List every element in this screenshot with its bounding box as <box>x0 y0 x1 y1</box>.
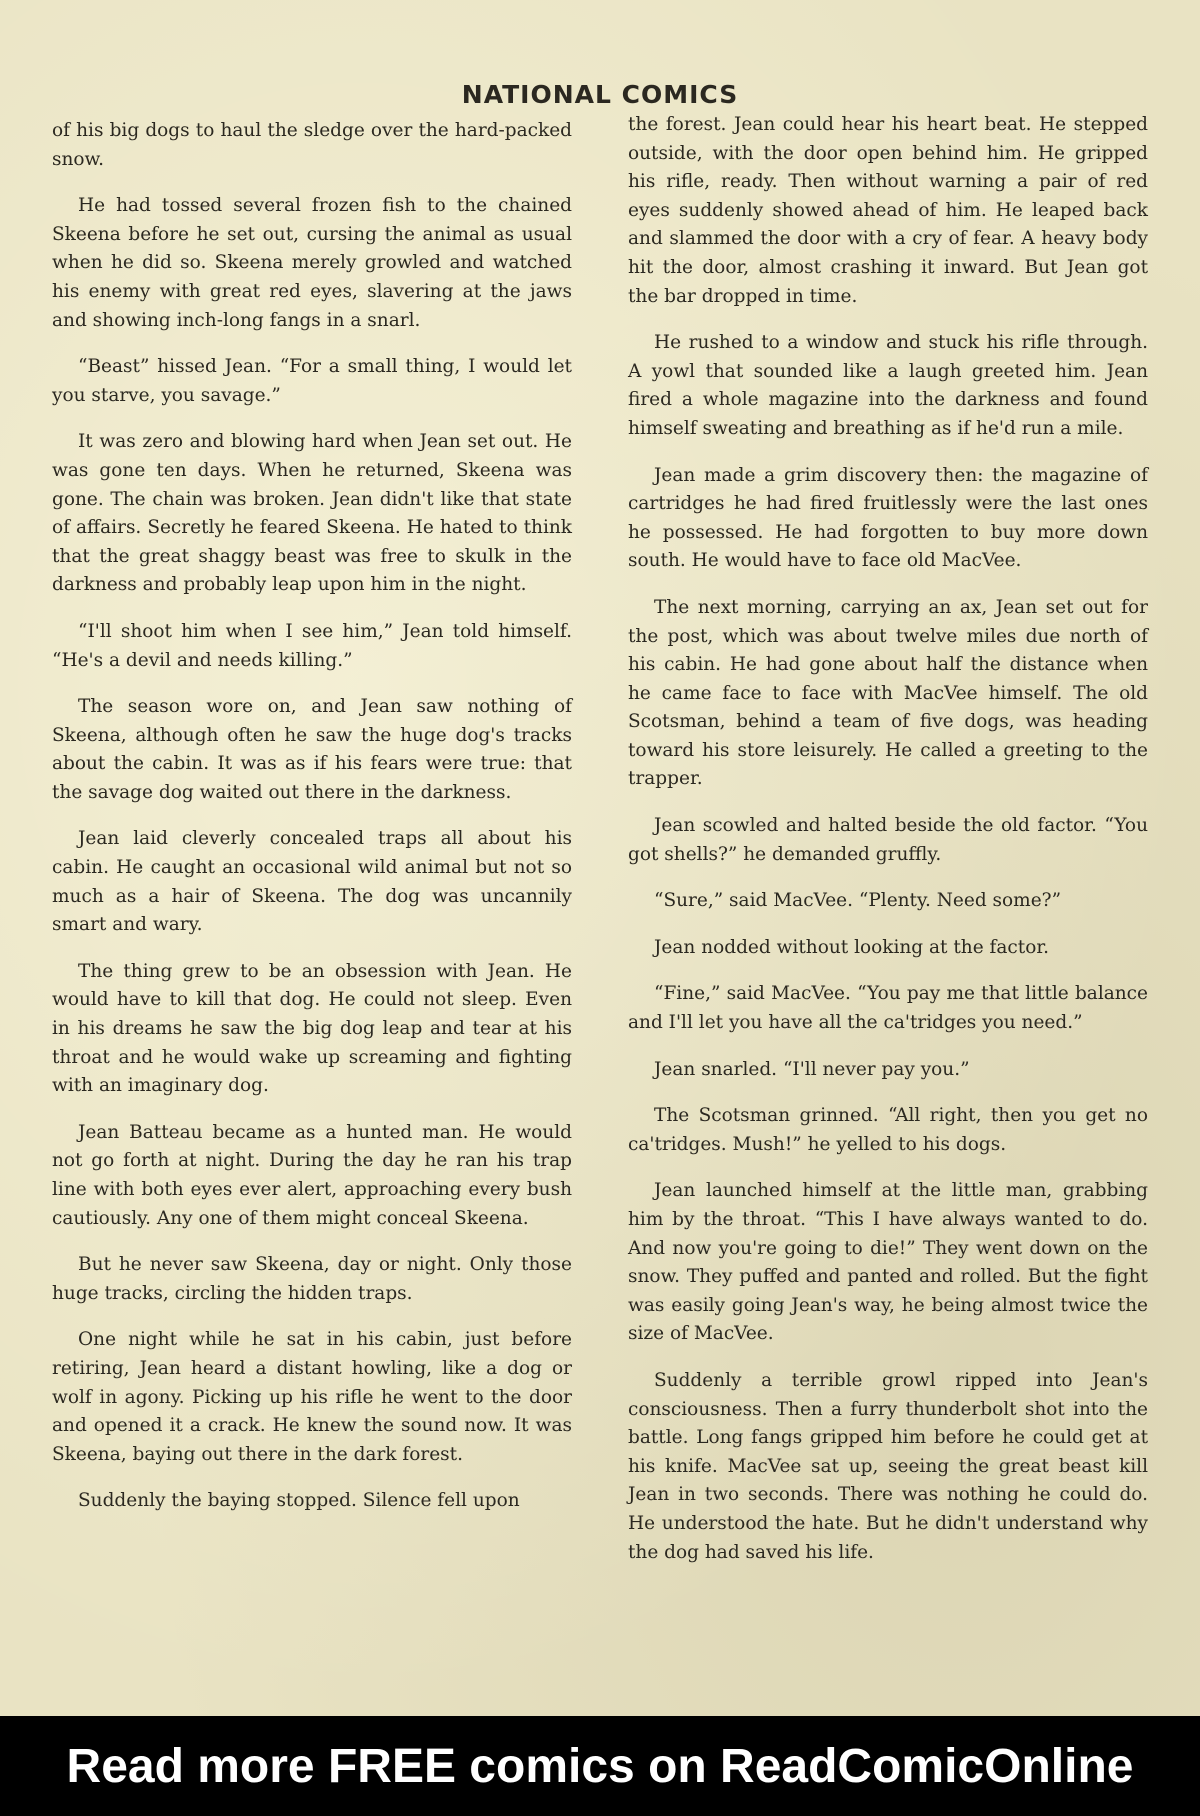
paragraph: It was zero and blowing hard when Jean set out. He was gone ten days. When he returned, Skeena was gone. The chain was broken. Jean didn't like that state of affairs. Secretly he feared Skeena. He hated to think that the great shaggy beast was free to skulk in the darkness and probably leap upon him in the night. <box>52 431 572 596</box>
paragraph: Jean snarled. “I'll never pay you.” <box>654 1058 970 1080</box>
paragraph: “Sure,” said MacVee. “Plenty. Need some?” <box>654 890 1062 912</box>
paragraph: Suddenly a terrible growl ripped into Jean's consciousness. Then a furry thunderbolt shot into the battle. Long fangs gripped him before he could get at his knife. MacVee sat up, seeing the great beast kill Jean in two seconds. There was nothing he could do. He understood the hate. But he didn't understand why the dog had saved his life. <box>628 1369 1148 1563</box>
paragraph: Jean launched himself at the little man, grabbing him by the throat. “This I have always wanted to do. And now you're going to die!” They went down on the snow. They puffed and panted and rolled. But the fight was easily going Jean's way, he being almost twice the size of MacVee. <box>628 1180 1148 1345</box>
masthead-title: NATIONAL COMICS <box>461 80 739 109</box>
promo-banner[interactable] <box>0 1716 1200 1816</box>
paragraph: “Fine,” said MacVee. “You pay me that little balance and I'll let you have all the ca'tridges you need.” <box>628 983 1148 1034</box>
paragraph: “Beast” hissed Jean. “For a small thing, I would let you starve, you savage.” <box>52 356 572 406</box>
left-text-column <box>52 117 572 1534</box>
paragraph: He rushed to a window and stuck his rifle through. A yowl that sounded like a laugh greeted him. Jean fired a whole magazine into the darkness and found himself sweating and breathing as if he'd run a mile. <box>628 332 1148 439</box>
paragraph: the forest. Jean could hear his heart beat. He stepped outside, with the door open behind him. He gripped his rifle, ready. Then without warning a pair of red eyes suddenly showed ahead of him. He leaped back and slammed the door with a cry of fear. A heavy body hit the door, almost crashing it inward. But Jean got the bar dropped in time. <box>628 114 1148 307</box>
paragraph: of his big dogs to haul the sledge over the hard-packed snow. <box>52 120 572 170</box>
paragraph: Jean scowled and halted beside the old factor. “You got shells?” he demanded gruffly. <box>628 815 1148 865</box>
paragraph: Jean nodded without looking at the factor. <box>654 936 1050 958</box>
paragraph: But he never saw Skeena, day or night. Only those huge tracks, circling the hidden traps. <box>52 1254 572 1304</box>
paragraph: Jean Batteau became as a hunted man. He would not go forth at night. During the day he ran his trap line with both eyes ever alert, approaching every bush cautiously. Any one of them might conceal Skeena. <box>52 1121 572 1229</box>
paragraph: The season wore on, and Jean saw nothing of Skeena, although often he saw the huge dog's tracks about the cabin. It was as if his fears were true: that the savage dog waited out there in the darkness. <box>52 696 572 803</box>
paragraph: He had tossed several frozen fish to the chained Skeena before he set out, cursing the animal as usual when he did so. Skeena merely growled and watched his enemy with great red eyes, slavering at the jaws and showing inch-long fangs in a snarl. <box>52 195 572 331</box>
paragraph: Jean made a grim discovery then: the magazine of cartridges he had fired fruitlessly were the last ones he possessed. He had forgotten to buy more down south. He would have to face old MacVee. <box>628 464 1148 572</box>
right-text-column <box>628 111 1148 1585</box>
paragraph: “I'll shoot him when I see him,” Jean told himself. “He's a devil and needs killing.” <box>52 620 572 671</box>
promo-banner-text: Read more FREE comics on ReadComicOnline <box>66 1739 1134 1793</box>
paragraph: Jean laid cleverly concealed traps all about his cabin. He caught an occasional wild animal but not so much as a hair of Skeena. The dog was uncannily smart and wary. <box>52 828 572 936</box>
paragraph: One night while he sat in his cabin, just before retiring, Jean heard a distant howling, like a dog or wolf in agony. Picking up his rifle he went to the door and opened it a crack. He knew the sound now. It was Skeena, baying out there in the dark forest. <box>52 1329 572 1465</box>
paragraph: Suddenly the baying stopped. Silence fell upon <box>78 1490 520 1512</box>
paragraph: The thing grew to be an obsession with Jean. He would have to kill that dog. He could not sleep. Even in his dreams he saw the big dog leap and tear at his throat and he would wake up screaming and fighting with an imaginary dog. <box>52 960 572 1097</box>
paragraph: The next morning, carrying an ax, Jean set out for the post, which was about twelve miles due north of his cabin. He had gone about half the distance when he came face to face with MacVee himself. The old Scotsman, behind a team of five dogs, was heading toward his store leisurely. He called a greeting to the trapper. <box>628 596 1148 790</box>
paragraph: The Scotsman grinned. “All right, then you get no ca'tridges. Mush!” he yelled to his dogs. <box>628 1105 1148 1155</box>
